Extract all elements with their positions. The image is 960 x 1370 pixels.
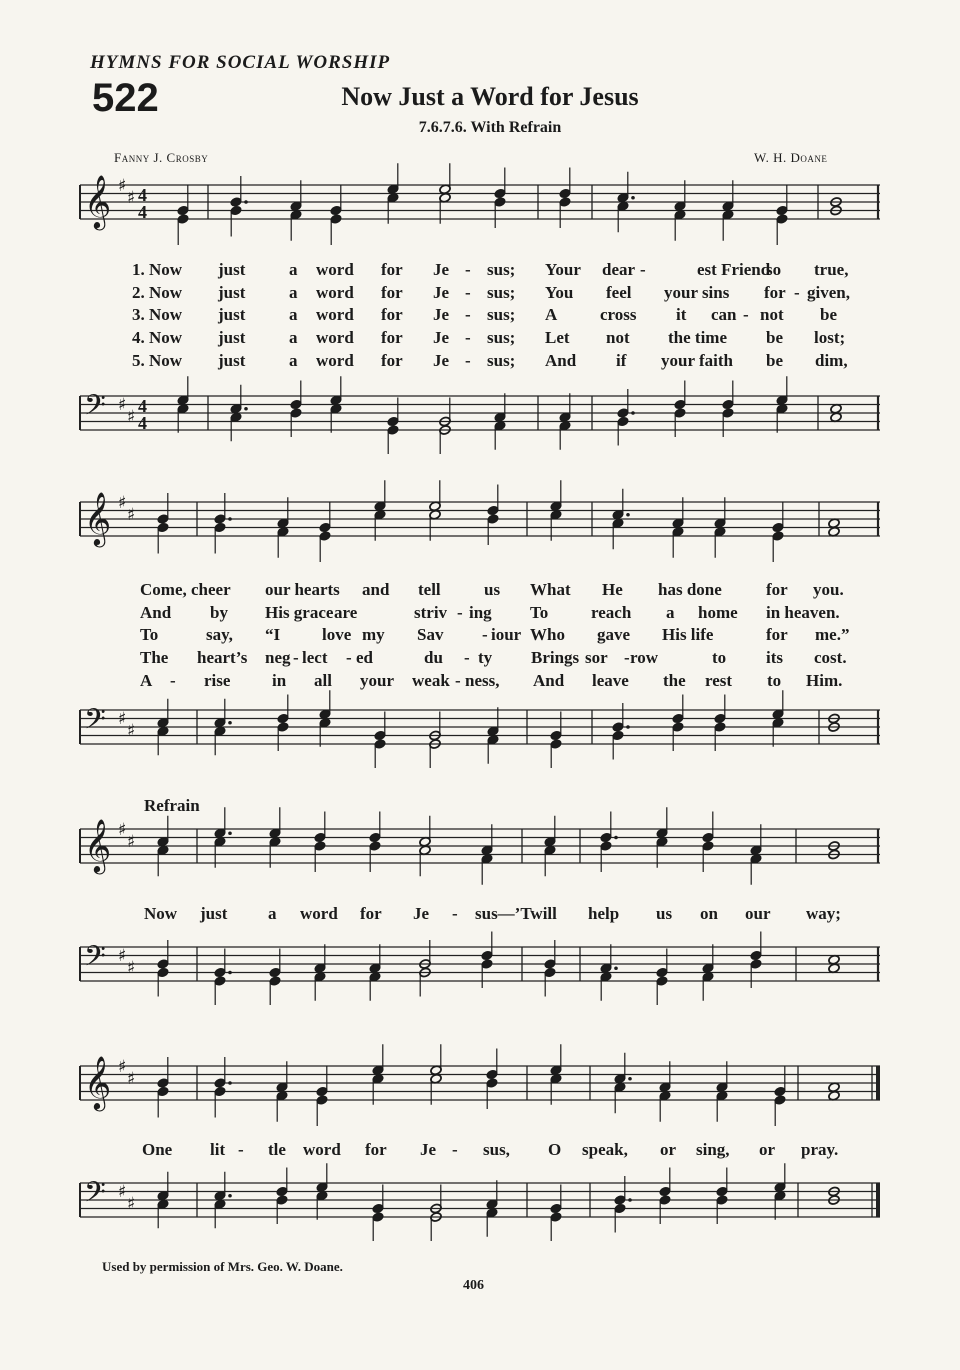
lyric-syllable: 5. Now	[132, 350, 183, 370]
lyric-syllable: our	[745, 904, 771, 923]
lyric-syllable: way;	[806, 904, 841, 923]
key-signature-sharp: ♯	[118, 176, 127, 196]
lyric-syllable: iour	[491, 625, 522, 645]
lyric-syllable: sor	[585, 648, 608, 668]
lyric-syllable: or	[660, 1140, 677, 1159]
lyric-syllable: the	[663, 670, 686, 690]
lyric-syllable: Je	[433, 350, 450, 370]
lyric-syllable: your	[360, 670, 394, 690]
lyric-syllable: a	[289, 260, 298, 279]
lyric-syllable: rest	[705, 670, 733, 690]
hymn-title: Now Just a Word for Jesus	[341, 82, 639, 111]
treble-clef: 𝄞	[84, 491, 112, 545]
time-signature-bottom: 4	[138, 413, 147, 433]
lyric-syllable: Sav	[417, 625, 444, 645]
dotted-note-dot	[228, 517, 232, 521]
lyric-syllable: His grace	[265, 602, 334, 622]
lyric-syllable: to	[712, 648, 727, 668]
lyric-syllable: by	[210, 602, 228, 622]
lyric-syllable: help	[588, 904, 620, 923]
lyric-syllable: Je	[433, 282, 450, 302]
lyric-syllable: You	[545, 282, 574, 302]
lyric-syllable: -	[624, 648, 630, 668]
lyric-syllable: Brings	[531, 648, 580, 668]
lyric-syllable: cost.	[814, 648, 847, 668]
lyric-syllable: for	[381, 260, 403, 279]
lyric-syllable: our hearts	[265, 580, 340, 599]
meter-label: 7.6.7.6. With Refrain	[418, 119, 562, 136]
bass-clef: 𝄢	[84, 703, 106, 743]
lyric-syllable: sus;	[487, 305, 516, 325]
key-signature-sharp: ♯	[127, 832, 136, 852]
lyric-syllable: its	[766, 648, 783, 668]
dotted-note-dot	[626, 513, 630, 517]
lyric-syllable: sus;	[487, 260, 516, 279]
time-signature-bottom: 4	[138, 202, 147, 222]
lyric-syllable: -	[455, 670, 461, 690]
lyric-syllable: a	[289, 282, 298, 302]
lyric-syllable: Je	[413, 904, 430, 923]
lyric-line	[0, 580, 960, 602]
lyric-syllable: word	[300, 904, 338, 923]
lyric-syllable: are	[334, 602, 358, 622]
lyric-syllable: true,	[814, 260, 849, 279]
lyric-syllable: lect	[302, 648, 328, 668]
lyric-syllable: est Friend	[697, 260, 771, 279]
lyric-syllable: -	[452, 1140, 458, 1159]
lyric-syllable: reach	[591, 602, 632, 622]
lyric-syllable: to	[767, 670, 782, 690]
lyric-line	[0, 305, 960, 327]
lyric-syllable: -	[452, 904, 458, 923]
lyric-syllable: To	[530, 602, 549, 622]
lyric-syllable: for	[365, 1140, 387, 1159]
lyric-syllable: lit	[210, 1140, 226, 1159]
lyric-syllable: on	[700, 904, 718, 923]
lyric-syllable: -	[482, 625, 488, 645]
dotted-note-dot	[614, 836, 618, 840]
lyric-syllable: us	[484, 580, 501, 599]
lyric-syllable: leave	[592, 670, 629, 690]
lyric-syllable: What	[530, 580, 571, 599]
bass-clef: 𝄢	[84, 1176, 106, 1216]
lyric-syllable: can	[711, 305, 737, 325]
key-signature-sharp: ♯	[127, 1069, 136, 1089]
lyric-syllable: Je	[433, 260, 450, 279]
lyric-syllable: ness,	[465, 670, 500, 690]
key-signature-sharp: ♯	[127, 721, 136, 741]
key-signature-sharp: ♯	[118, 946, 127, 966]
lyric-syllable: rise	[204, 670, 231, 690]
composer-credit: W. H. Doane	[754, 150, 828, 165]
lyric-syllable: A	[545, 305, 558, 325]
lyric-syllable: The	[140, 648, 169, 668]
lyric-syllable: the time	[668, 328, 728, 348]
lyric-syllable: -	[640, 260, 646, 279]
dotted-note-dot	[628, 1198, 632, 1202]
dotted-note-dot	[628, 1077, 632, 1081]
lyric-syllable: just	[218, 282, 246, 302]
lyric-syllable: And	[545, 350, 577, 370]
lyric-syllable: A	[140, 670, 153, 690]
lyricist-credit: Fanny J. Crosby	[114, 150, 209, 165]
lyric-line	[0, 904, 960, 926]
lyric-syllable: cross	[600, 305, 637, 325]
lyric-syllable: so	[766, 260, 782, 279]
lyric-syllable: -	[238, 1140, 244, 1159]
lyric-syllable: for	[381, 305, 403, 325]
lyric-syllable: dim,	[815, 350, 848, 370]
lyric-syllable: be	[766, 350, 783, 370]
lyric-syllable: sus;	[487, 328, 516, 348]
lyric-syllable: us	[656, 904, 673, 923]
lyric-syllable: One	[142, 1140, 173, 1159]
lyric-syllable: ed	[356, 648, 373, 668]
lyric-syllable: given,	[807, 282, 850, 302]
key-signature-sharp: ♯	[118, 820, 127, 840]
lyric-syllable: ing	[469, 602, 492, 622]
key-signature-sharp: ♯	[127, 407, 136, 427]
lyric-syllable: for	[381, 282, 403, 302]
lyric-syllable: your sins	[664, 282, 730, 302]
lyric-line	[0, 260, 960, 282]
dotted-note-dot	[228, 831, 232, 835]
lyric-syllable: -	[293, 648, 299, 668]
lyric-syllable: sing,	[696, 1140, 730, 1159]
lyric-syllable: a	[666, 602, 675, 622]
dotted-note-dot	[244, 200, 248, 204]
lyric-syllable: His life	[662, 625, 714, 645]
lyric-syllable: for	[766, 580, 788, 599]
lyric-syllable: -	[346, 648, 352, 668]
dotted-note-dot	[228, 1194, 232, 1198]
lyric-syllable: a	[289, 328, 298, 348]
lyric-syllable: just	[200, 904, 228, 923]
lyric-line	[0, 648, 960, 670]
lyric-line	[0, 283, 960, 305]
time-signature-top: 4	[138, 185, 147, 205]
key-signature-sharp: ♯	[127, 188, 136, 208]
dotted-note-dot	[228, 721, 232, 725]
lyric-syllable: just	[218, 328, 246, 348]
treble-clef: 𝄞	[84, 818, 112, 872]
treble-clef: 𝄞	[84, 174, 112, 228]
lyric-syllable: -	[465, 282, 471, 302]
dotted-note-dot	[244, 407, 248, 411]
lyric-syllable: word	[316, 282, 354, 302]
lyric-syllable: striv	[414, 602, 448, 622]
key-signature-sharp: ♯	[118, 493, 127, 513]
dotted-note-dot	[228, 1081, 232, 1085]
lyric-line	[0, 328, 960, 350]
lyric-line	[0, 351, 960, 373]
lyric-syllable: du	[424, 648, 443, 668]
lyric-syllable: just	[218, 260, 246, 279]
bass-clef: 𝄢	[84, 389, 106, 429]
lyric-syllable: in	[272, 670, 287, 690]
lyric-syllable: Je	[433, 305, 450, 325]
lyric-syllable: -	[465, 260, 471, 279]
lyric-syllable: 3. Now	[132, 305, 183, 325]
lyric-syllable: be	[766, 328, 783, 348]
key-signature-sharp: ♯	[118, 1057, 127, 1077]
lyric-syllable: O	[548, 1140, 562, 1159]
lyric-syllable: 4. Now	[132, 328, 183, 348]
lyric-syllable: -	[465, 350, 471, 370]
lyric-syllable: say,	[206, 625, 233, 645]
lyric-syllable: just	[218, 305, 246, 325]
lyric-syllable: Who	[530, 625, 565, 645]
lyric-syllable: me.”	[815, 625, 850, 645]
lyric-syllable: speak,	[582, 1140, 628, 1159]
key-signature-sharp: ♯	[127, 505, 136, 525]
lyric-syllable: sus;	[487, 350, 516, 370]
lyric-syllable: sus—’Twill	[475, 904, 557, 923]
treble-clef: 𝄞	[84, 1055, 112, 1109]
lyric-syllable: word	[316, 305, 354, 325]
page-number: 406	[463, 1278, 484, 1293]
key-signature-sharp: ♯	[118, 709, 127, 729]
lyric-syllable: has done	[658, 580, 722, 599]
lyric-line	[0, 1140, 960, 1162]
time-signature-top: 4	[138, 396, 147, 416]
lyric-syllable: neg	[265, 648, 291, 668]
lyric-syllable: Come, cheer	[140, 580, 231, 599]
lyric-syllable: for	[381, 350, 403, 370]
key-signature-sharp: ♯	[118, 1182, 127, 1202]
lyric-syllable: -	[457, 602, 463, 622]
lyric-syllable: dear	[602, 260, 636, 279]
section-title: HYMNS FOR SOCIAL WORSHIP	[90, 52, 391, 73]
lyric-syllable: weak	[412, 670, 450, 690]
lyric-syllable: for	[764, 282, 786, 302]
dotted-note-dot	[631, 196, 635, 200]
lyric-syllable: a	[289, 350, 298, 370]
lyric-syllable: word	[316, 328, 354, 348]
lyric-syllable: heart’s	[197, 648, 248, 668]
lyric-syllable: -	[170, 670, 176, 690]
dotted-note-dot	[631, 411, 635, 415]
lyric-syllable: all	[314, 670, 332, 690]
lyric-line	[0, 603, 960, 625]
lyric-syllable: Now	[144, 904, 178, 923]
lyric-syllable: a	[289, 305, 298, 325]
lyric-syllable: word	[303, 1140, 341, 1159]
dotted-note-dot	[614, 966, 618, 970]
lyric-syllable: -	[464, 648, 470, 668]
key-signature-sharp: ♯	[127, 958, 136, 978]
lyric-syllable: just	[218, 350, 246, 370]
lyric-syllable: word	[316, 350, 354, 370]
lyric-syllable: And	[140, 602, 172, 622]
lyric-line	[0, 671, 960, 693]
lyric-syllable: Je	[420, 1140, 437, 1159]
lyric-syllable: -	[465, 305, 471, 325]
lyric-syllable: sus;	[487, 282, 516, 302]
lyric-syllable: sus,	[483, 1140, 510, 1159]
dotted-note-dot	[626, 725, 630, 729]
key-signature-sharp: ♯	[118, 395, 127, 415]
lyric-syllable: -	[743, 305, 749, 325]
dotted-note-dot	[228, 971, 232, 975]
lyric-syllable: -	[794, 282, 800, 302]
lyric-syllable: lost;	[814, 328, 846, 348]
lyric-syllable: my	[362, 625, 385, 645]
lyric-syllable: you.	[813, 580, 844, 599]
lyric-syllable: home	[698, 602, 738, 622]
lyric-syllable: Je	[433, 328, 450, 348]
lyric-syllable: if	[616, 350, 627, 370]
lyric-syllable: tle	[268, 1140, 286, 1159]
lyric-syllable: tell	[418, 580, 441, 599]
lyric-syllable: be	[820, 305, 837, 325]
lyric-syllable: ty	[478, 648, 493, 668]
lyric-syllable: row	[630, 648, 659, 668]
permission-note: Used by permission of Mrs. Geo. W. Doane.	[102, 1259, 343, 1274]
lyric-syllable: 1. Now	[132, 260, 183, 279]
lyric-syllable: Your	[545, 260, 581, 279]
lyric-syllable: love	[322, 625, 352, 645]
lyric-syllable: Let	[545, 328, 570, 348]
lyric-syllable: 2. Now	[132, 282, 183, 302]
lyric-syllable: and	[362, 580, 390, 599]
lyric-syllable: word	[316, 260, 354, 279]
lyric-syllable: for	[381, 328, 403, 348]
lyric-syllable: for	[766, 625, 788, 645]
lyric-syllable: for	[360, 904, 382, 923]
lyric-line	[0, 625, 960, 647]
lyric-syllable: not	[760, 305, 784, 325]
lyric-syllable: -	[465, 328, 471, 348]
lyric-syllable: To	[140, 625, 159, 645]
lyric-syllable: pray.	[801, 1140, 839, 1159]
lyric-syllable: And	[533, 670, 565, 690]
key-signature-sharp: ♯	[127, 1194, 136, 1214]
lyric-syllable: He	[602, 580, 623, 599]
refrain-label: Refrain	[144, 796, 200, 815]
lyric-syllable: feel	[606, 282, 632, 302]
lyric-syllable: not	[606, 328, 630, 348]
lyric-syllable: a	[268, 904, 277, 923]
lyric-syllable: Him.	[806, 670, 843, 690]
lyric-syllable: your faith	[661, 350, 733, 370]
lyric-syllable: gave	[597, 625, 631, 645]
lyric-syllable: “I	[265, 625, 281, 645]
lyric-syllable: it	[676, 305, 687, 325]
bass-clef: 𝄢	[84, 940, 106, 980]
lyric-syllable: in heaven.	[766, 602, 840, 622]
lyric-syllable: or	[759, 1140, 776, 1159]
hymn-number: 522	[92, 76, 159, 120]
